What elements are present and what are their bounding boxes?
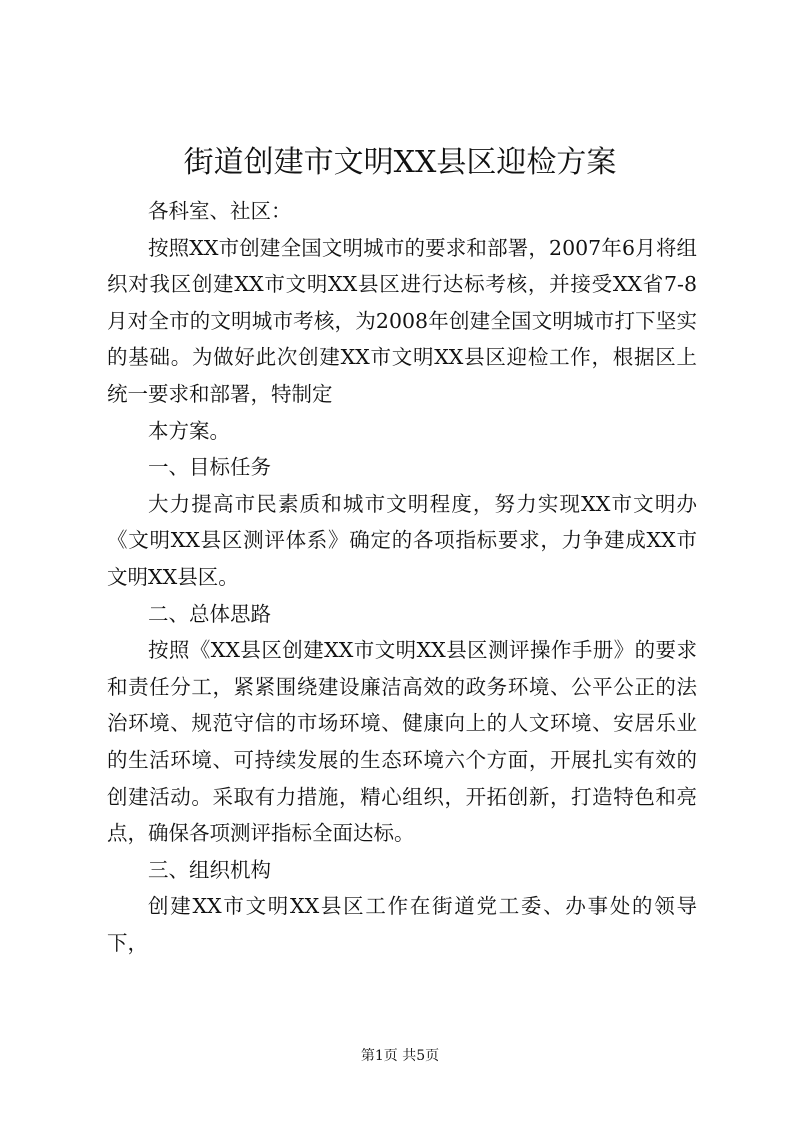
heading-goals: 一、目标任务 bbox=[148, 455, 271, 480]
paragraph-organization: 创建XX市文明XX县区工作在街道党工委、办事处的领导下， bbox=[107, 894, 697, 955]
paragraph-goals: 大力提高市民素质和城市文明程度，努力实现XX市文明办《文明XX县区测评体系》确定的各项指标要求，力争建成XX市文明XX县区。 bbox=[107, 491, 697, 589]
paragraph-intro-end: 本方案。 bbox=[148, 418, 230, 443]
paragraph-approach: 按照《XX县区创建XX市文明XX县区测评操作手册》的要求和责任分工，紧紧围绕建设廉洁高效的政务环境、公平公正的法治环境、规范守信的市场环境、健康向上的人文环境、安居乐业的生活环境、可持续发展的生态环境六个方面，开展扎实有效的创建活动。采取有力措施，精心组织，开拓创新，打造特色和亮点，确保各项测评指标全面达标。 bbox=[107, 638, 697, 846]
heading-organization: 三、组织机构 bbox=[148, 857, 271, 882]
salutation: 各科室、社区： bbox=[148, 199, 292, 223]
page-footer: 第1页 共5页 bbox=[360, 1048, 440, 1064]
heading-approach: 二、总体思路 bbox=[148, 601, 271, 626]
document-title: 街道创建市文明XX县区迎检方案 bbox=[183, 145, 617, 180]
document-body bbox=[107, 193, 697, 961]
paragraph-intro: 按照XX市创建全国文明城市的要求和部署，2007年6月将组织对我区创建XX市文明XX县区进行达标考核，并接受XX省7-8月对全市的文明城市考核，为2008年创建全国文明城市打下坚实的基础。为做好此次创建XX市文明XX县区迎检工作，根据区上统一要求和部署，特制定 bbox=[107, 235, 697, 406]
